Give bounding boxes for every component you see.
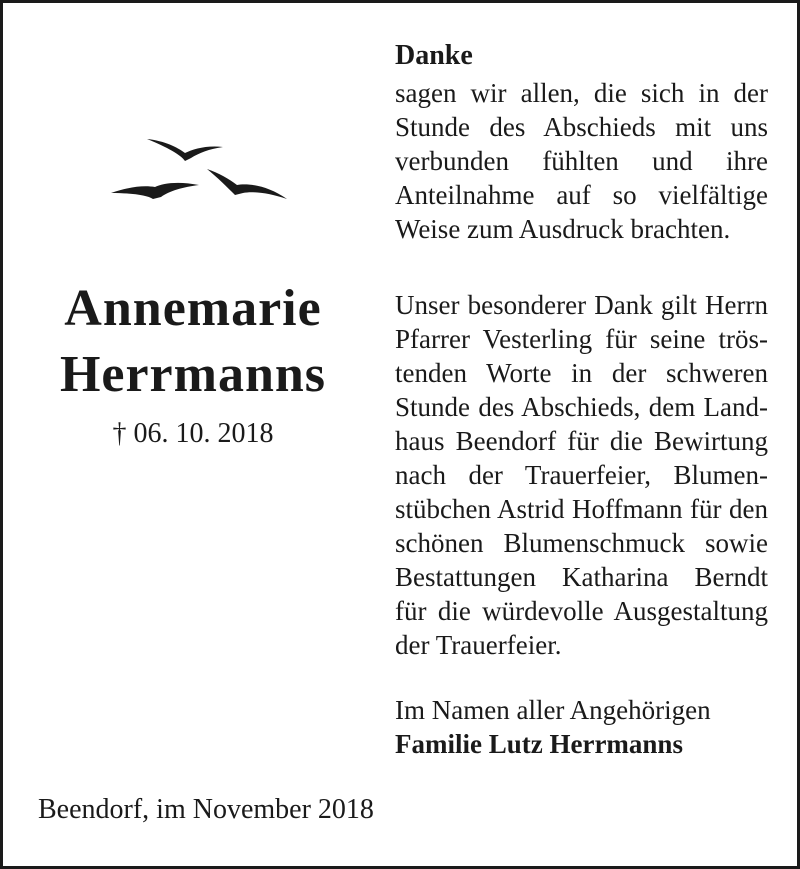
thanks-heading: Danke	[395, 40, 473, 71]
thanks-paragraph	[395, 76, 768, 246]
closing-line: Im Namen aller Angehörigen	[395, 695, 711, 725]
special-thanks-line: schönen Blumenschmuck sowie	[395, 528, 768, 558]
special-thanks-line: nach der Trauerfeier, Blumen-	[395, 460, 768, 490]
special-thanks-line: für die würdevolle Ausgestaltung	[395, 596, 768, 626]
special-thanks-line: der Trauerfeier.	[395, 630, 562, 660]
thanks-line: Weise zum Ausdruck brachten.	[395, 214, 731, 244]
thanks-line: Anteilnahme auf so vielfältige	[395, 180, 768, 210]
signature-block	[395, 693, 768, 761]
special-thanks-line: Bestattungen Katharina Berndt	[395, 562, 768, 592]
place-and-date: Beendorf, im November 2018	[38, 794, 374, 825]
thanks-line: verbunden fühlten und ihre	[395, 146, 768, 176]
deceased-last-name: Herrmanns	[59, 346, 327, 403]
thanks-line: sagen wir allen, die sich in der	[395, 78, 768, 108]
special-thanks-paragraph	[395, 288, 768, 662]
flying-birds-icon	[107, 127, 293, 209]
special-thanks-line: haus Beendorf für die Bewirtung	[395, 426, 768, 456]
special-thanks-line: Stunde des Abschieds, dem Land-	[395, 392, 768, 422]
family-name: Familie Lutz Herrmanns	[395, 729, 683, 759]
thanks-line: Stunde des Abschieds mit uns	[395, 112, 768, 142]
special-thanks-line: Unser besonderer Dank gilt Herrn	[395, 290, 768, 320]
death-date: † 06. 10. 2018	[112, 418, 274, 449]
special-thanks-line: tenden Worte in der schweren	[395, 358, 768, 388]
special-thanks-line: stübchen Astrid Hoffmann für den	[395, 494, 768, 524]
deceased-first-name: Annemarie	[64, 280, 322, 337]
special-thanks-line: Pfarrer Vesterling für seine trös-	[395, 324, 768, 354]
